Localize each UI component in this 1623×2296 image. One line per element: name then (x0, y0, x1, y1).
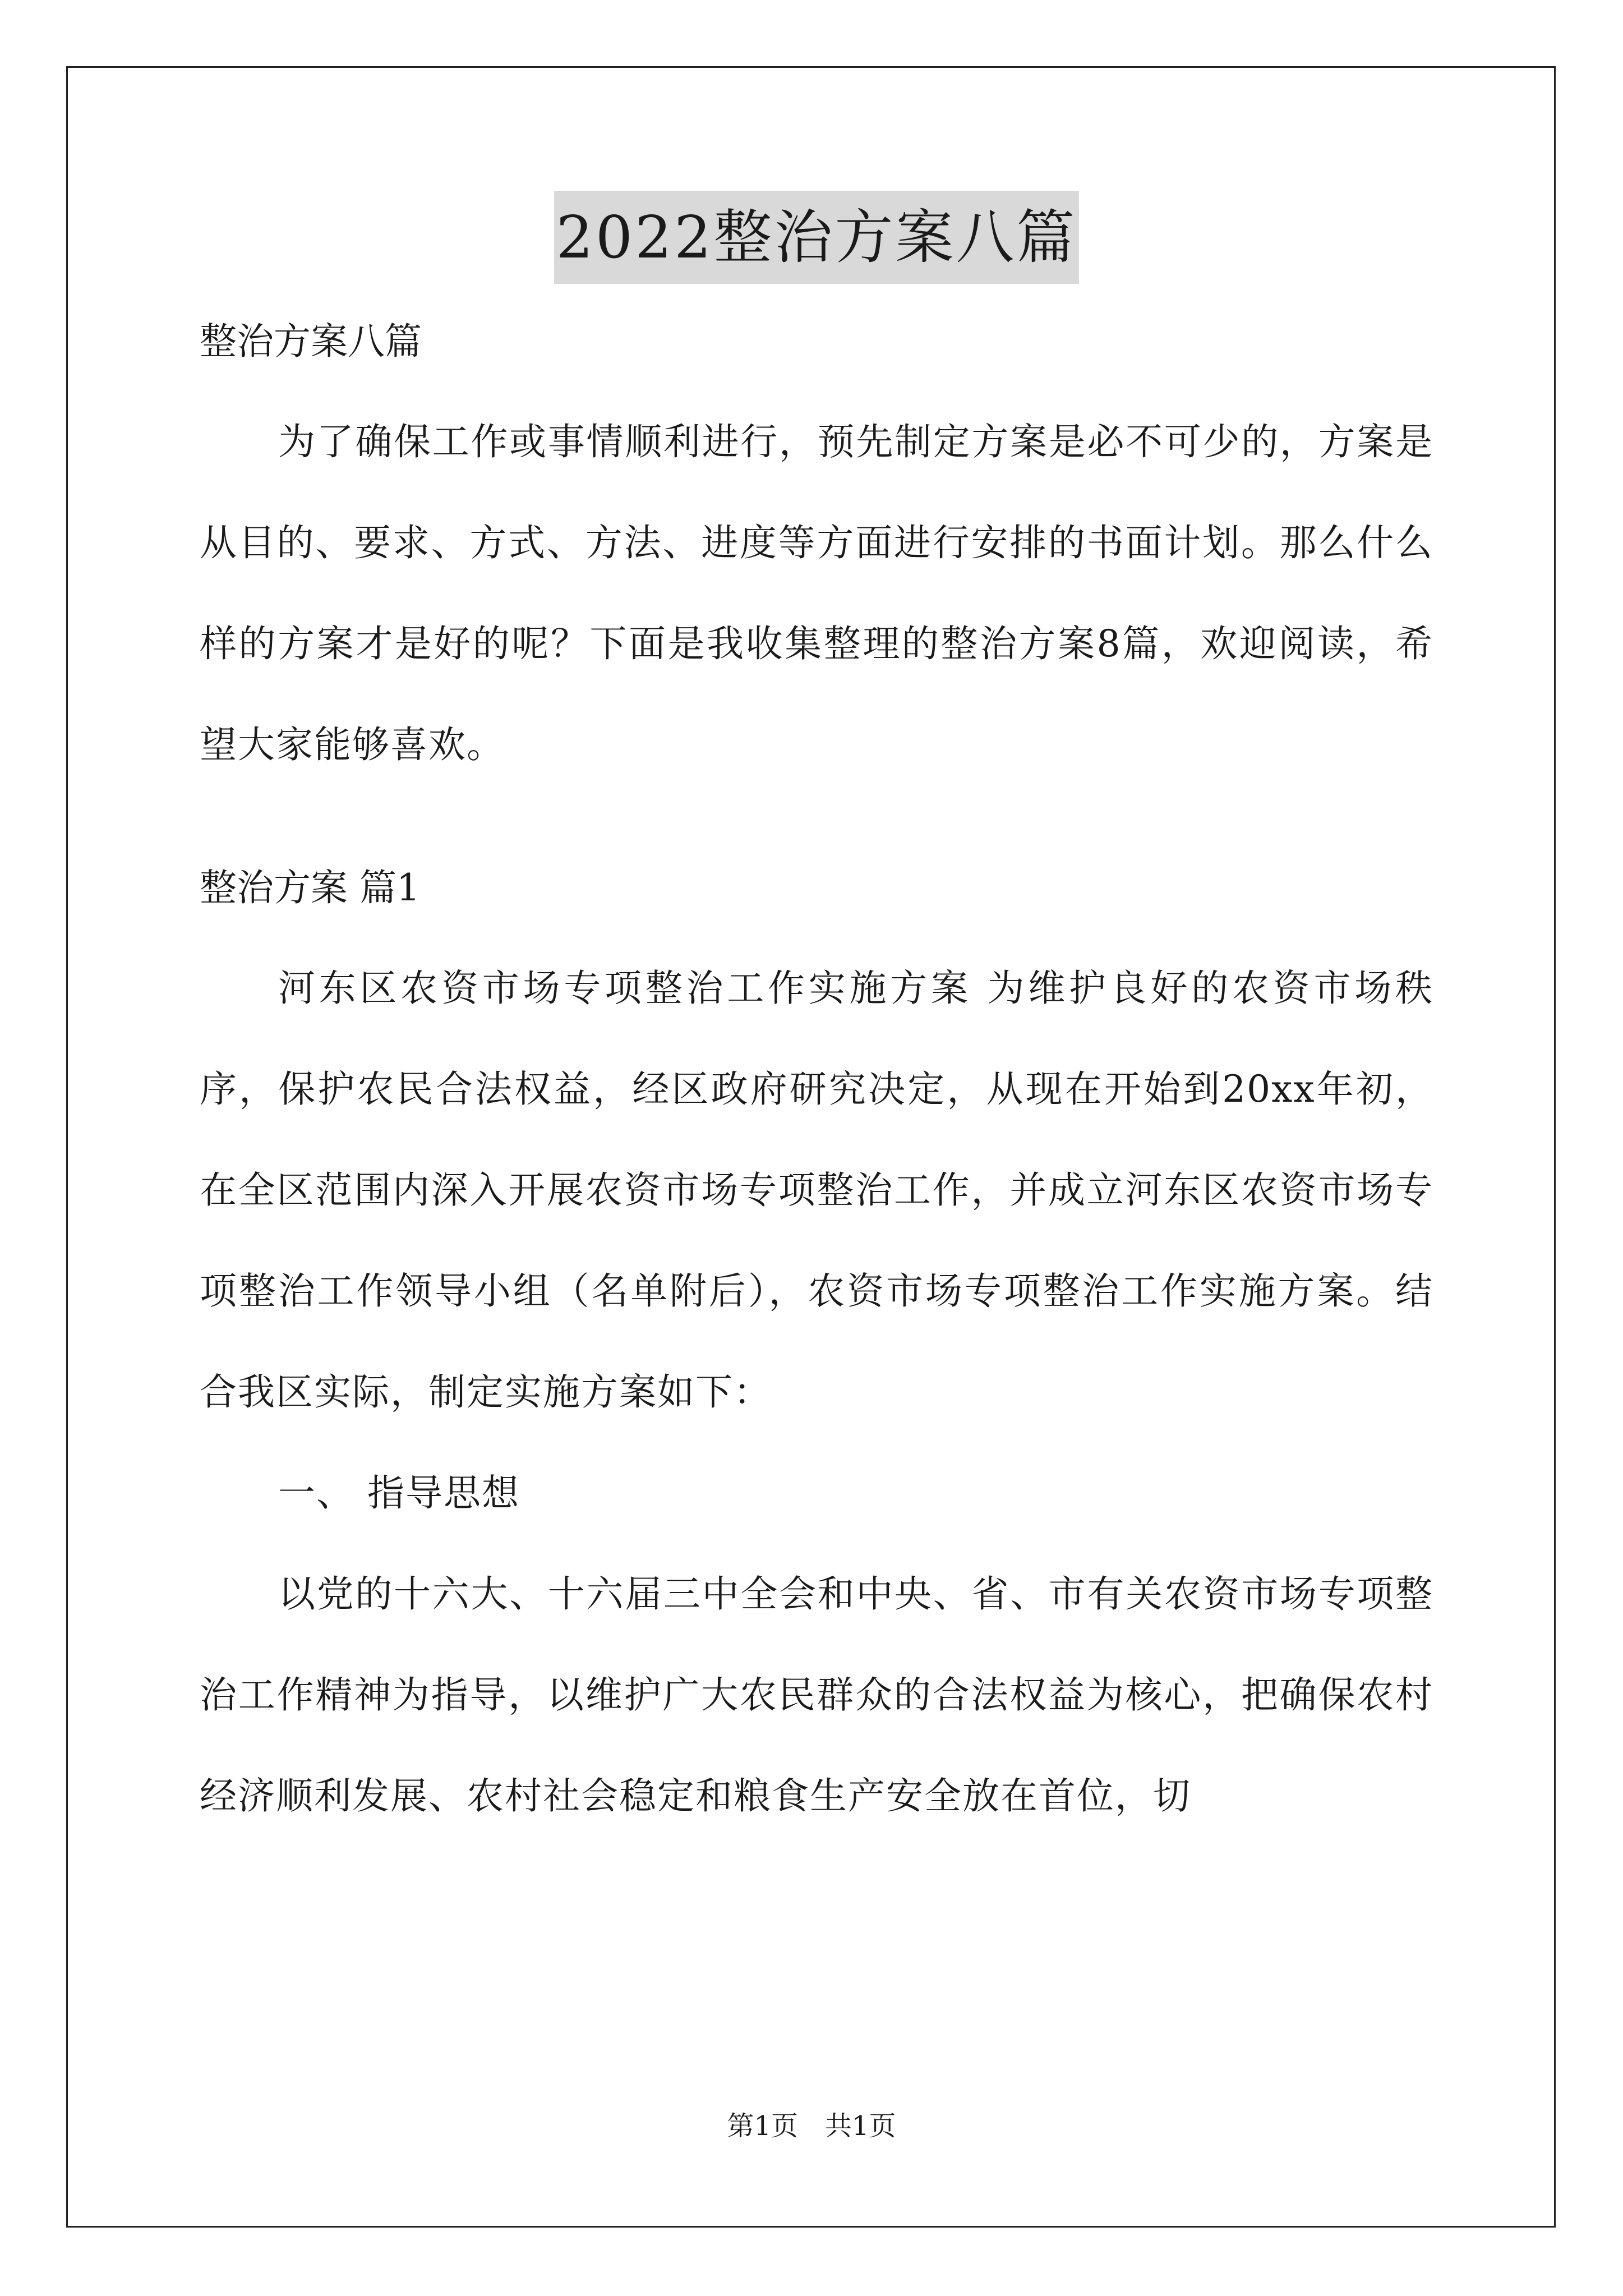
section-paragraph: 以党的十六大、十六届三中全会和中央、省、市有关农资市场专项整治工作精神为指导，以维护广大农民群众的合法权益为核心，把确保农村经济顺利发展、农村社会稳定和粮食生产安全放在首位，切 (200, 1572, 1433, 1818)
document-body (200, 191, 1433, 1847)
intro-paragraph: 为了确保工作或事情顺利进行，预先制定方案是必不可少的，方案是从目的、要求、方式、方法、进度等方面进行安排的书面计划。那么什么样的方案才是好的呢？下面是我收集整理的整治方案8篇，欢迎阅读，希望大家能够喜欢。 (200, 420, 1433, 766)
document-subtitle: 整治方案八篇 (200, 320, 422, 363)
section-item-heading: 一、 指导思想 (278, 1471, 520, 1515)
page-footer: 第1页 共1页 (727, 2110, 896, 2142)
title-container (200, 191, 1433, 286)
section-heading: 整治方案 篇1 (200, 866, 420, 909)
document-title: 2022整治方案八篇 (554, 191, 1080, 284)
section-paragraph: 河东区农资市场专项整治工作实施方案 为维护良好的农资市场秩序，保护农民合法权益，经区政府研究决定，从现在开始到20xx年初，在全区范围内深入开展农资市场专项整治工作，并成立河东区农资市场专项整治工作领导小组（名单附后），农资市场专项整治工作实施方案。结合我区实际，制定实施方案如下： (200, 967, 1433, 1414)
